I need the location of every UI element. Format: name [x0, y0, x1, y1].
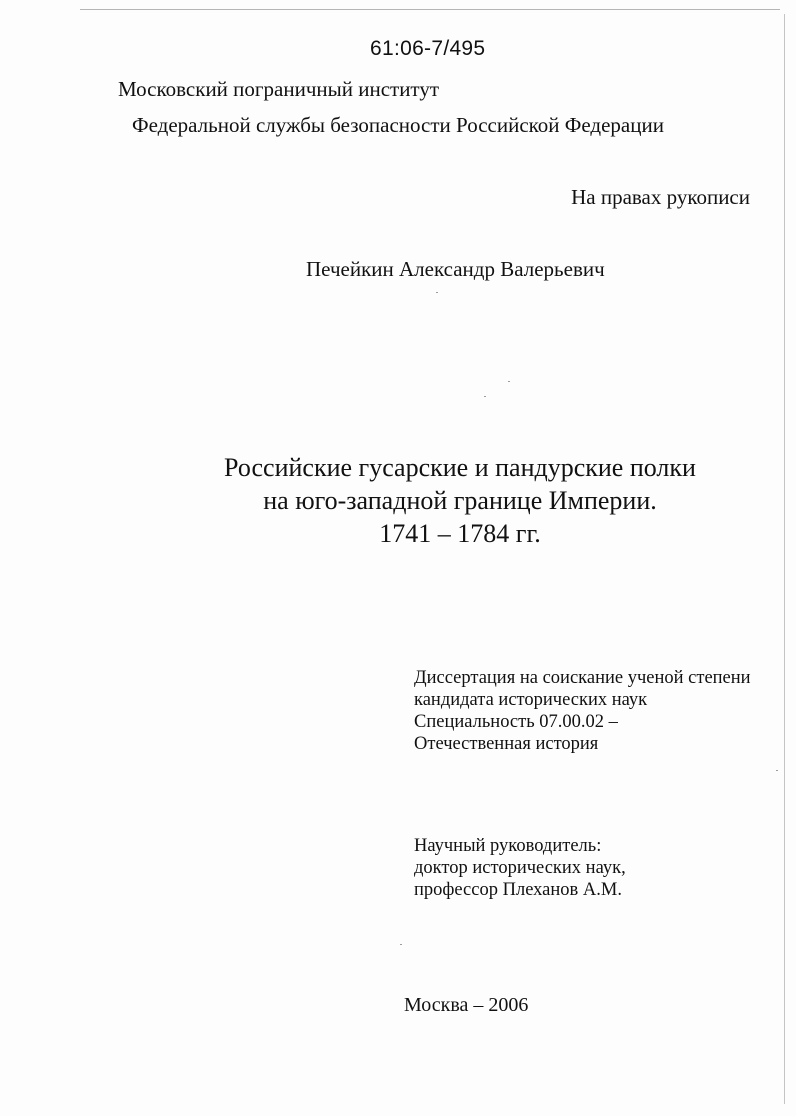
dissertation-title — [200, 451, 720, 550]
institute-name: Московский пограничный институт — [118, 77, 440, 101]
scan-speck — [508, 381, 510, 382]
manuscript-note: На правах рукописи — [571, 185, 750, 209]
advisor-degree: доктор исторических наук, — [414, 858, 626, 878]
degree-line: Диссертация на соискание ученой степени — [414, 668, 751, 688]
scan-speck — [400, 944, 402, 945]
scan-edge-right — [784, 14, 785, 1104]
specialty-line: Отечественная история — [414, 734, 599, 754]
institute-affiliation: Федеральной службы безопасности Российской Федерации — [132, 113, 664, 137]
title-line: Российские гусарские и пандурские полки — [224, 453, 696, 482]
scan-speck — [436, 292, 438, 293]
scan-speck — [484, 396, 486, 397]
scan-speck — [776, 770, 778, 771]
archive-code: 61:06-7/495 — [370, 37, 486, 60]
title-years: 1741 – 1784 гг. — [379, 519, 541, 548]
author-name: Печейкин Александр Валерьевич — [306, 257, 605, 281]
title-line: на юго-западной границе Империи. — [263, 486, 657, 515]
advisor-name: профессор Плеханов А.М. — [414, 880, 622, 900]
advisor-label: Научный руководитель: — [414, 836, 602, 856]
city-year: Москва – 2006 — [404, 994, 529, 1016]
dissertation-info — [414, 667, 751, 755]
degree-line: кандидата исторических наук — [414, 690, 648, 710]
specialty-line: Специальность 07.00.02 – — [414, 712, 618, 732]
advisor-info — [414, 835, 626, 901]
scan-edge-top — [80, 9, 780, 10]
